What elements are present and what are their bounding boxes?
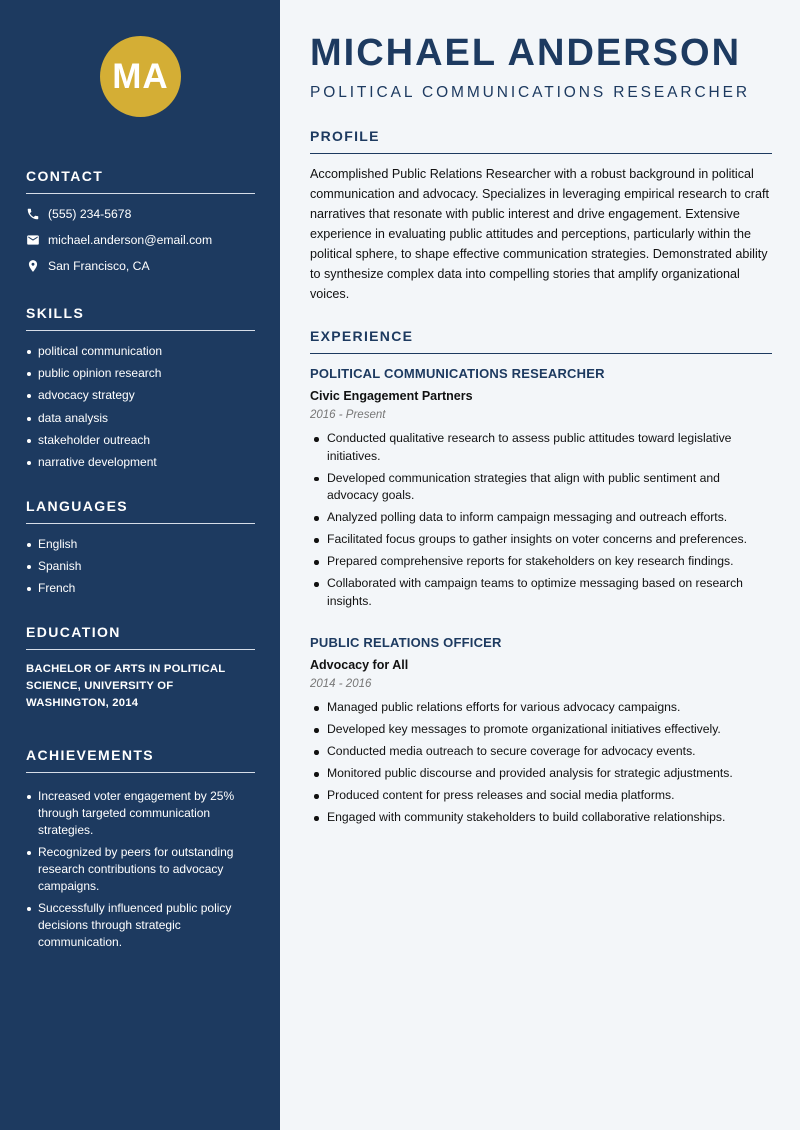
- location-pin-icon: [26, 259, 40, 273]
- languages-list: [26, 536, 255, 597]
- job-bullet: Conducted qualitative research to assess public attitudes toward legislative initiatives.: [310, 430, 772, 465]
- skill-item: advocacy strategy: [26, 387, 255, 404]
- contact-heading: CONTACT: [26, 168, 255, 194]
- achievements-heading: ACHIEVEMENTS: [26, 747, 255, 773]
- profile-text: Accomplished Public Relations Researcher with a robust background in political communication and advocacy. Specializes in leveraging empirical research to craft narratives that resonate with public interest and drive engagement. Extensive experience in evaluating public attitudes and perceptions, particularly within the political sphere, to shape effective communication strategies. Demonstrated ability to synthesize complex data into compelling stories that amplify organizational voices.: [310, 167, 769, 301]
- language-item: Spanish: [26, 558, 255, 575]
- email-text[interactable]: michael.anderson@email.com: [48, 233, 213, 247]
- experience-section: [310, 328, 772, 354]
- phone-icon: [26, 207, 40, 221]
- languages-heading: LANGUAGES: [26, 498, 255, 524]
- job-title: POLITICAL COMMUNICATIONS RESEARCHER: [310, 366, 605, 381]
- job-bullet: Collaborated with campaign teams to optimize messaging based on research insights.: [310, 575, 772, 610]
- achievement-item: Successfully influenced public policy decisions through strategic communication.: [26, 900, 255, 951]
- phone-text: (555) 234-5678: [48, 207, 132, 221]
- job-bullet: Produced content for press releases and social media platforms.: [310, 787, 772, 805]
- job-dates: 2016 - Present: [310, 409, 386, 421]
- job-bullets: [310, 699, 772, 827]
- job-bullet: Engaged with community stakeholders to build collaborative relationships.: [310, 809, 772, 827]
- person-name: MICHAEL ANDERSON: [310, 32, 742, 74]
- language-item: English: [26, 536, 255, 553]
- skills-list: [26, 343, 255, 471]
- languages-section: [26, 498, 255, 603]
- profile-heading: PROFILE: [310, 128, 772, 154]
- achievement-item: Increased voter engagement by 25% through targeted communication strategies.: [26, 788, 255, 839]
- job-entry: [310, 366, 772, 615]
- language-item: French: [26, 580, 255, 597]
- contact-phone: [26, 205, 255, 223]
- contact-email: [26, 231, 255, 249]
- job-bullet: Managed public relations efforts for various advocacy campaigns.: [310, 699, 772, 717]
- skill-item: narrative development: [26, 454, 255, 471]
- contact-location: [26, 257, 255, 275]
- job-bullet: Facilitated focus groups to gather insights on voter concerns and preferences.: [310, 531, 772, 549]
- job-bullets: [310, 430, 772, 610]
- contact-section: [26, 168, 255, 275]
- job-company: Advocacy for All: [310, 658, 409, 672]
- sidebar: [0, 0, 280, 1130]
- job-bullet: Monitored public discourse and provided analysis for strategic adjustments.: [310, 765, 772, 783]
- education-degree: BACHELOR OF ARTS IN POLITICAL SCIENCE, UNIVERSITY OF WASHINGTON, 2014: [26, 663, 226, 709]
- avatar-initials: MA: [100, 36, 181, 117]
- achievement-item: Recognized by peers for outstanding research contributions to advocacy campaigns.: [26, 844, 255, 895]
- job-entry: [310, 635, 772, 832]
- job-bullet: Developed communication strategies that align with public sentiment and advocacy goals.: [310, 470, 772, 505]
- education-heading: EDUCATION: [26, 624, 255, 650]
- location-text: San Francisco, CA: [48, 259, 150, 273]
- skill-item: political communication: [26, 343, 255, 360]
- education-section: [26, 624, 255, 712]
- achievements-list: [26, 788, 255, 951]
- job-bullet: Prepared comprehensive reports for stakeholders on key research findings.: [310, 553, 772, 571]
- job-company: Civic Engagement Partners: [310, 389, 473, 403]
- skill-item: data analysis: [26, 410, 255, 427]
- person-title: POLITICAL COMMUNICATIONS RESEARCHER: [310, 84, 750, 101]
- profile-section: [310, 128, 772, 304]
- email-icon: [26, 233, 40, 247]
- job-dates: 2014 - 2016: [310, 678, 372, 690]
- skill-item: public opinion research: [26, 365, 255, 382]
- skill-item: stakeholder outreach: [26, 432, 255, 449]
- job-bullet: Conducted media outreach to secure coverage for advocacy events.: [310, 743, 772, 761]
- job-title: PUBLIC RELATIONS OFFICER: [310, 635, 502, 650]
- skills-section: [26, 305, 255, 476]
- experience-heading: EXPERIENCE: [310, 328, 772, 354]
- skills-heading: SKILLS: [26, 305, 255, 331]
- job-bullet: Developed key messages to promote organizational initiatives effectively.: [310, 721, 772, 739]
- achievements-section: [26, 747, 255, 957]
- job-bullet: Analyzed polling data to inform campaign messaging and outreach efforts.: [310, 509, 772, 527]
